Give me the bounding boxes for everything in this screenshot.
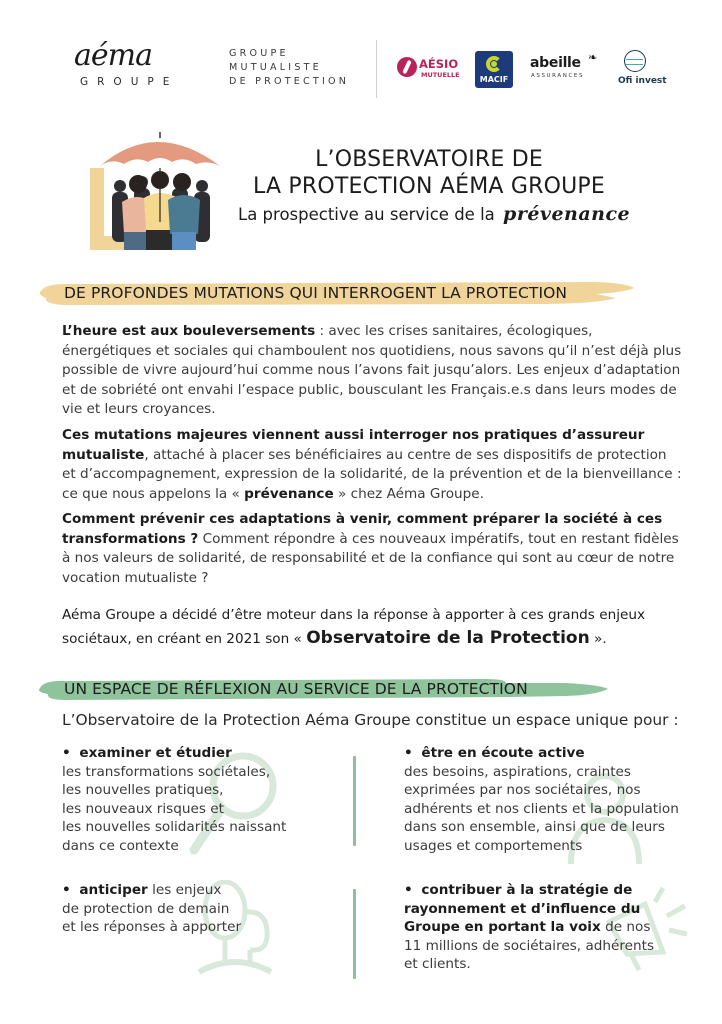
aema-groupe-logo bbox=[74, 38, 194, 94]
paragraph-lead: L’heure est aux bouleversements bbox=[62, 323, 316, 339]
bullet: • bbox=[404, 882, 413, 898]
header-divider bbox=[376, 40, 377, 98]
aesio-mark-icon bbox=[397, 57, 417, 77]
ofi-name: Ofi invest bbox=[618, 76, 667, 86]
mission-item-title: contribuer à la stratégie de rayonnement et d’influence du Groupe en portant la voix bbox=[404, 882, 641, 936]
title-line-2: LA PROTECTION AÉMA GROUPE bbox=[253, 174, 605, 199]
paragraph-body: Aéma Groupe a décidé d’être moteur dans la réponse à apporter à ces grands enjeux sociétaux, en créant en 2021 son « bbox=[62, 607, 645, 647]
macif-logo bbox=[475, 51, 513, 88]
subtitle-script-word: prévenance bbox=[503, 203, 631, 225]
mission-item-line: dans ce contexte bbox=[62, 837, 179, 854]
paragraph-body: , attaché à placer ses bénéficiaires au centre de ses dispositifs de protection et d’accompagnement, expression de la solidarité, de la prévention et de la bienveillance : ce que nous appelons la « bbox=[62, 446, 682, 502]
mission-item-line: exprimées par nos sociétaires, nos bbox=[404, 782, 641, 799]
umbrella-people-illustration bbox=[86, 128, 226, 252]
mission-item-body: de nos 11 millions de sociétaires, adhérents et clients. bbox=[404, 919, 655, 973]
observatoire-emphasis: Observatoire de la Protection bbox=[306, 628, 590, 648]
paragraph-body: Comment répondre à ces nouveaux impératifs, tout en restant fidèles à nos valeurs de solidarité, de responsabilité et de la confiance qui sont au cœur de notre vocation mutualiste ? bbox=[62, 530, 679, 586]
mission-item-title: examiner et étudier bbox=[79, 745, 232, 761]
mission-item-line: les nouvelles solidarités naissant bbox=[62, 819, 287, 836]
tagline-line: DE PROTECTION bbox=[229, 76, 350, 87]
mission-item-line: dans son ensemble, ainsi que de leurs bbox=[404, 819, 665, 836]
umbrella-canopy bbox=[100, 142, 220, 166]
ofi-mark-icon bbox=[624, 50, 646, 72]
mission-item-line: adhérents et nos clients et la population bbox=[404, 800, 679, 817]
section-title: DE PROFONDES MUTATIONS QUI INTERROGENT LA PROTECTION bbox=[64, 284, 568, 302]
page-subtitle bbox=[238, 203, 630, 225]
mission-item-line: les nouveaux risques et bbox=[62, 800, 224, 817]
section-header-espace bbox=[36, 676, 616, 702]
mission-item-contribuer bbox=[404, 881, 666, 974]
bullet: • bbox=[404, 745, 413, 761]
mission-item-body: les enjeux de protection de demain et les réponses à apporter bbox=[62, 882, 242, 936]
aema-logo-groupe: GROUPE bbox=[80, 76, 179, 88]
macif-name: MACIF bbox=[479, 75, 509, 84]
paragraph-body: » chez Aéma Groupe. bbox=[333, 485, 484, 502]
mission-item-title: anticiper bbox=[79, 882, 148, 898]
paragraph-questions bbox=[62, 510, 682, 588]
mission-item-examiner bbox=[62, 744, 332, 856]
mission-item-title: être en écoute active bbox=[421, 745, 585, 761]
aesio-sub: MUTUELLE bbox=[421, 71, 460, 79]
bullet: • bbox=[62, 882, 71, 898]
tagline-line: GROUPE bbox=[229, 48, 289, 59]
abeille-logo bbox=[530, 51, 600, 85]
abeille-name: abeille bbox=[530, 55, 581, 71]
paragraph-body: ». bbox=[589, 631, 607, 647]
bullet: • bbox=[62, 745, 71, 761]
paragraph-lead: Ces mutations majeures viennent aussi interroger nos pratiques d’assureur mutualiste bbox=[62, 427, 645, 463]
mission-item-line: les nouvelles pratiques, bbox=[62, 782, 224, 799]
paragraph-lead: Comment prévenir ces adaptations à venir, comment préparer la société à ces transformations ? bbox=[62, 511, 663, 547]
title-line-1: L’OBSERVATOIRE DE bbox=[315, 147, 543, 172]
mission-item-line: les transformations sociétales, bbox=[62, 763, 271, 780]
person-right bbox=[168, 173, 200, 250]
paragraph-observatoire bbox=[62, 604, 682, 651]
column-divider bbox=[353, 889, 356, 979]
column-divider bbox=[353, 756, 356, 846]
abeille-sub: ASSURANCES bbox=[531, 73, 585, 79]
section-intro: L’Observatoire de la Protection Aéma Groupe constitue un espace unique pour : bbox=[62, 711, 679, 729]
section-title: UN ESPACE DE RÉFLEXION AU SERVICE DE LA PROTECTION bbox=[64, 680, 528, 698]
mission-item-line: des besoins, aspirations, craintes bbox=[404, 763, 631, 780]
subtitle-text: La prospective au service de la bbox=[238, 205, 495, 224]
aema-logo-script: aéma bbox=[74, 38, 152, 73]
ofi-invest-logo bbox=[618, 50, 667, 90]
paragraph-mutations bbox=[62, 426, 682, 504]
tagline bbox=[229, 47, 349, 89]
page-title bbox=[232, 146, 626, 200]
aesio-logo bbox=[397, 55, 459, 85]
mission-item-ecoute bbox=[404, 744, 714, 856]
mission-item-line: usages et comportements bbox=[404, 837, 583, 854]
paragraph-bouleversements bbox=[62, 322, 682, 420]
mission-item-anticiper bbox=[62, 881, 242, 937]
aesio-name: AÉSIO bbox=[419, 57, 459, 71]
tagline-line: MUTUALISTE bbox=[229, 62, 322, 73]
header bbox=[0, 0, 722, 110]
macif-dot-icon bbox=[491, 61, 497, 67]
section-header-mutations bbox=[36, 280, 636, 306]
paragraph-body: : avec les crises sanitaires, écologiques, énergétiques et sociales qui chamboulent nos quotidiens, nous savons qu’il n’est déjà plus possible de vivre aujourd’hui comme nous l’avons fait jusqu’alors. Les enjeux d’adaptation et de sobriété ont envahi l’espace public, bousculant les Français.e.s dans leurs modes de vie et leurs croyances. bbox=[62, 323, 682, 418]
bee-icon: ❧ bbox=[588, 51, 598, 64]
prevenance-emphasis: prévenance bbox=[244, 485, 334, 502]
